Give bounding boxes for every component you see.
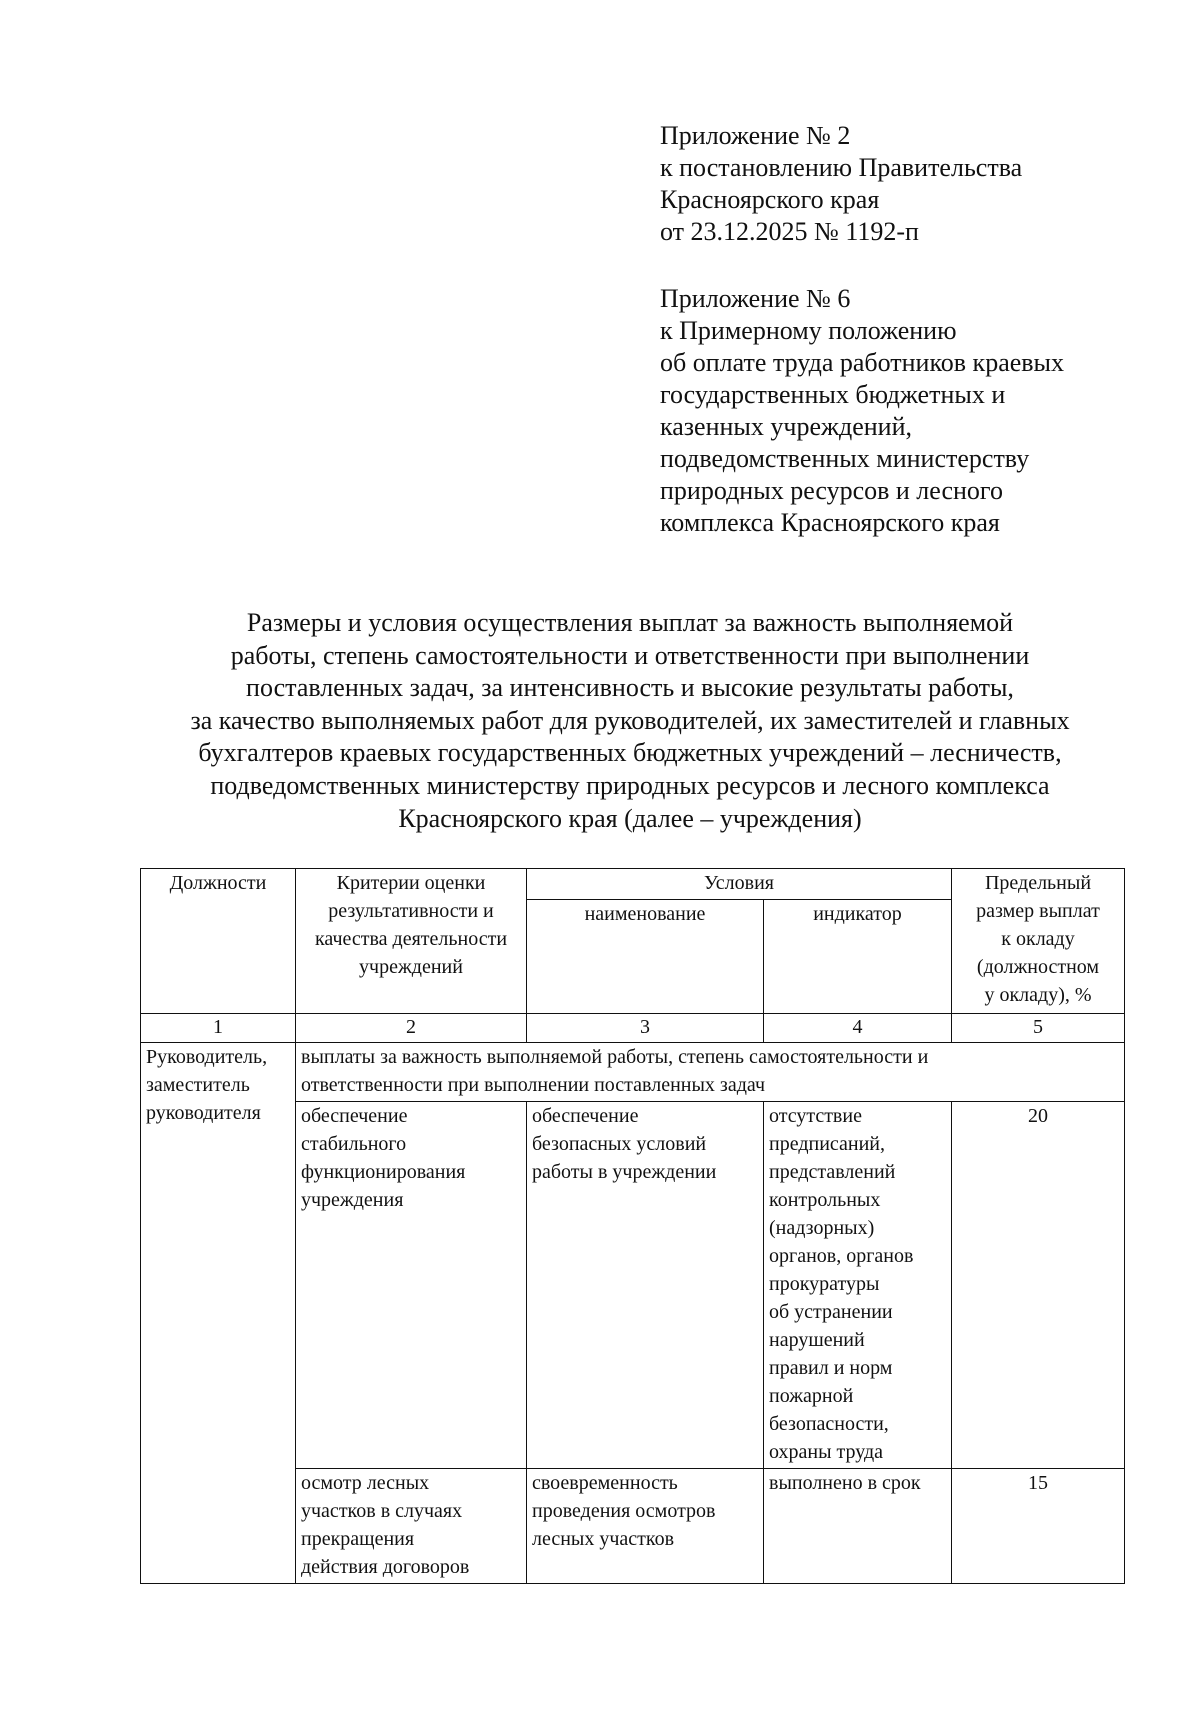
column-number: 4 [764, 1014, 952, 1043]
header-name-label: наименование [584, 903, 706, 925]
position-line: руководителя [146, 1102, 261, 1124]
cell-line: пожарной [769, 1385, 854, 1407]
header-criteria-line: результативности и [328, 900, 494, 922]
cell-line: проведения осмотров [532, 1500, 716, 1522]
cell-line: прекращения [301, 1528, 415, 1550]
cell-line: органов, органов [769, 1245, 914, 1267]
header-conditions [527, 869, 952, 900]
position-line: заместитель [146, 1074, 250, 1096]
appendix-line: комплекса Красноярского края [660, 508, 1000, 537]
indicator-cell [764, 1469, 952, 1584]
cell-line: обеспечение [532, 1105, 639, 1127]
appendix-line: казенных учреждений, [660, 412, 912, 441]
header-criteria-line: Критерии оценки [336, 872, 486, 894]
title-line: бухгалтеров краевых государственных бюджетных учреждений – лесничеств, [198, 738, 1062, 768]
cell-line: прокуратуры [769, 1273, 880, 1295]
position-line: Руководитель, [146, 1046, 268, 1068]
max-size-value: 20 [952, 1102, 1125, 1469]
appendix-line: государственных бюджетных и [660, 380, 1006, 409]
appendix-line: к Примерному положению [660, 316, 957, 345]
header-conditions-label: Условия [704, 872, 774, 894]
appendix-line: Приложение № 6 [660, 284, 851, 313]
cell-line: функционирования [301, 1161, 466, 1183]
cell-line: учреждения [301, 1189, 404, 1211]
cell-line: представлений [769, 1161, 896, 1183]
header-max-size [952, 869, 1125, 1014]
title-line: за качество выполняемых работ для руководителей, их заместителей и главных [190, 705, 1070, 735]
section-row [141, 1043, 1125, 1102]
cell-line: своевременность [532, 1472, 678, 1494]
cell-line: об устранении [769, 1301, 893, 1323]
cell-line: контрольных [769, 1189, 881, 1211]
header-indicator [764, 900, 952, 1014]
cell-line: обеспечение [301, 1105, 408, 1127]
condition-name-cell [527, 1102, 764, 1469]
cell-line: работы в учреждении [532, 1161, 717, 1183]
header-max-size-line: размер выплат [976, 900, 1100, 922]
column-number: 2 [296, 1014, 527, 1043]
max-size-value: 15 [952, 1469, 1125, 1584]
header-criteria [296, 869, 527, 1014]
criteria-cell [296, 1102, 527, 1469]
cell-line: охраны труда [769, 1441, 884, 1463]
header-max-size-line: Предельный [984, 872, 1092, 894]
appendix-line: от 23.12.2025 № 1192-п [660, 217, 919, 246]
column-number-row [141, 1014, 1125, 1043]
criteria-cell [296, 1469, 527, 1584]
header-criteria-line: учреждений [359, 956, 463, 978]
table-header-row [141, 869, 1125, 900]
header-criteria-line: качества деятельности [314, 928, 508, 950]
title-line: работы, степень самостоятельности и ответственности при выполнении [230, 640, 1030, 670]
payments-table [140, 868, 1125, 1584]
header-positions [141, 869, 296, 1014]
header-max-size-line: у окладу), % [984, 984, 1092, 1006]
appendix-line: об оплате труда работников краевых [660, 348, 1065, 377]
cell-line: стабильного [301, 1133, 407, 1155]
cell-line: правил и норм [769, 1357, 893, 1379]
section-line: выплаты за важность выполняемой работы, степень самостоятельности и [301, 1046, 929, 1068]
title-line: Размеры и условия осуществления выплат за важность выполняемой [246, 608, 1014, 637]
header-name [527, 900, 764, 1014]
header-indicator-label: индикатор [813, 903, 902, 925]
title-line: подведомственных министерству природных ресурсов и лесного комплекса [210, 770, 1050, 800]
appendix-line: природных ресурсов и лесного [660, 476, 1003, 505]
column-number: 5 [952, 1014, 1125, 1043]
cell-line: участков в случаях [301, 1500, 463, 1522]
cell-line: безопасных условий [532, 1133, 707, 1155]
document-title [130, 607, 1130, 835]
header-max-size-line: к окладу [1001, 928, 1075, 950]
cell-line: (надзорных) [769, 1217, 875, 1239]
appendix-line: Приложение № 2 [660, 121, 851, 150]
title-line: поставленных задач, за интенсивность и высокие результаты работы, [246, 673, 1014, 703]
title-line: Красноярского края (далее – учреждения) [398, 803, 862, 833]
cell-line: осмотр лесных [301, 1472, 430, 1494]
cell-line: отсутствие [769, 1105, 862, 1127]
cell-line: предписаний, [769, 1133, 886, 1155]
appendix-6-block [660, 283, 1064, 539]
header-max-size-line: (должностном [976, 956, 1100, 978]
section-heading [296, 1043, 1125, 1102]
appendix-2-block [660, 120, 1022, 248]
appendix-line: Красноярского края [660, 185, 880, 214]
column-number: 3 [527, 1014, 764, 1043]
column-number: 1 [141, 1014, 296, 1043]
appendix-line: подведомственных министерству [660, 444, 1030, 473]
cell-line: выполнено в срок [769, 1472, 921, 1494]
cell-line: действия договоров [301, 1556, 470, 1578]
cell-line: безопасности, [769, 1413, 889, 1435]
header-positions-label: Должности [169, 872, 267, 894]
cell-line: нарушений [769, 1329, 865, 1351]
cell-line: лесных участков [532, 1528, 675, 1550]
indicator-cell [764, 1102, 952, 1469]
appendix-line: к постановлению Правительства [660, 153, 1023, 182]
position-cell [141, 1043, 296, 1584]
section-line: ответственности при выполнении поставленных задач [301, 1074, 766, 1096]
condition-name-cell [527, 1469, 764, 1584]
